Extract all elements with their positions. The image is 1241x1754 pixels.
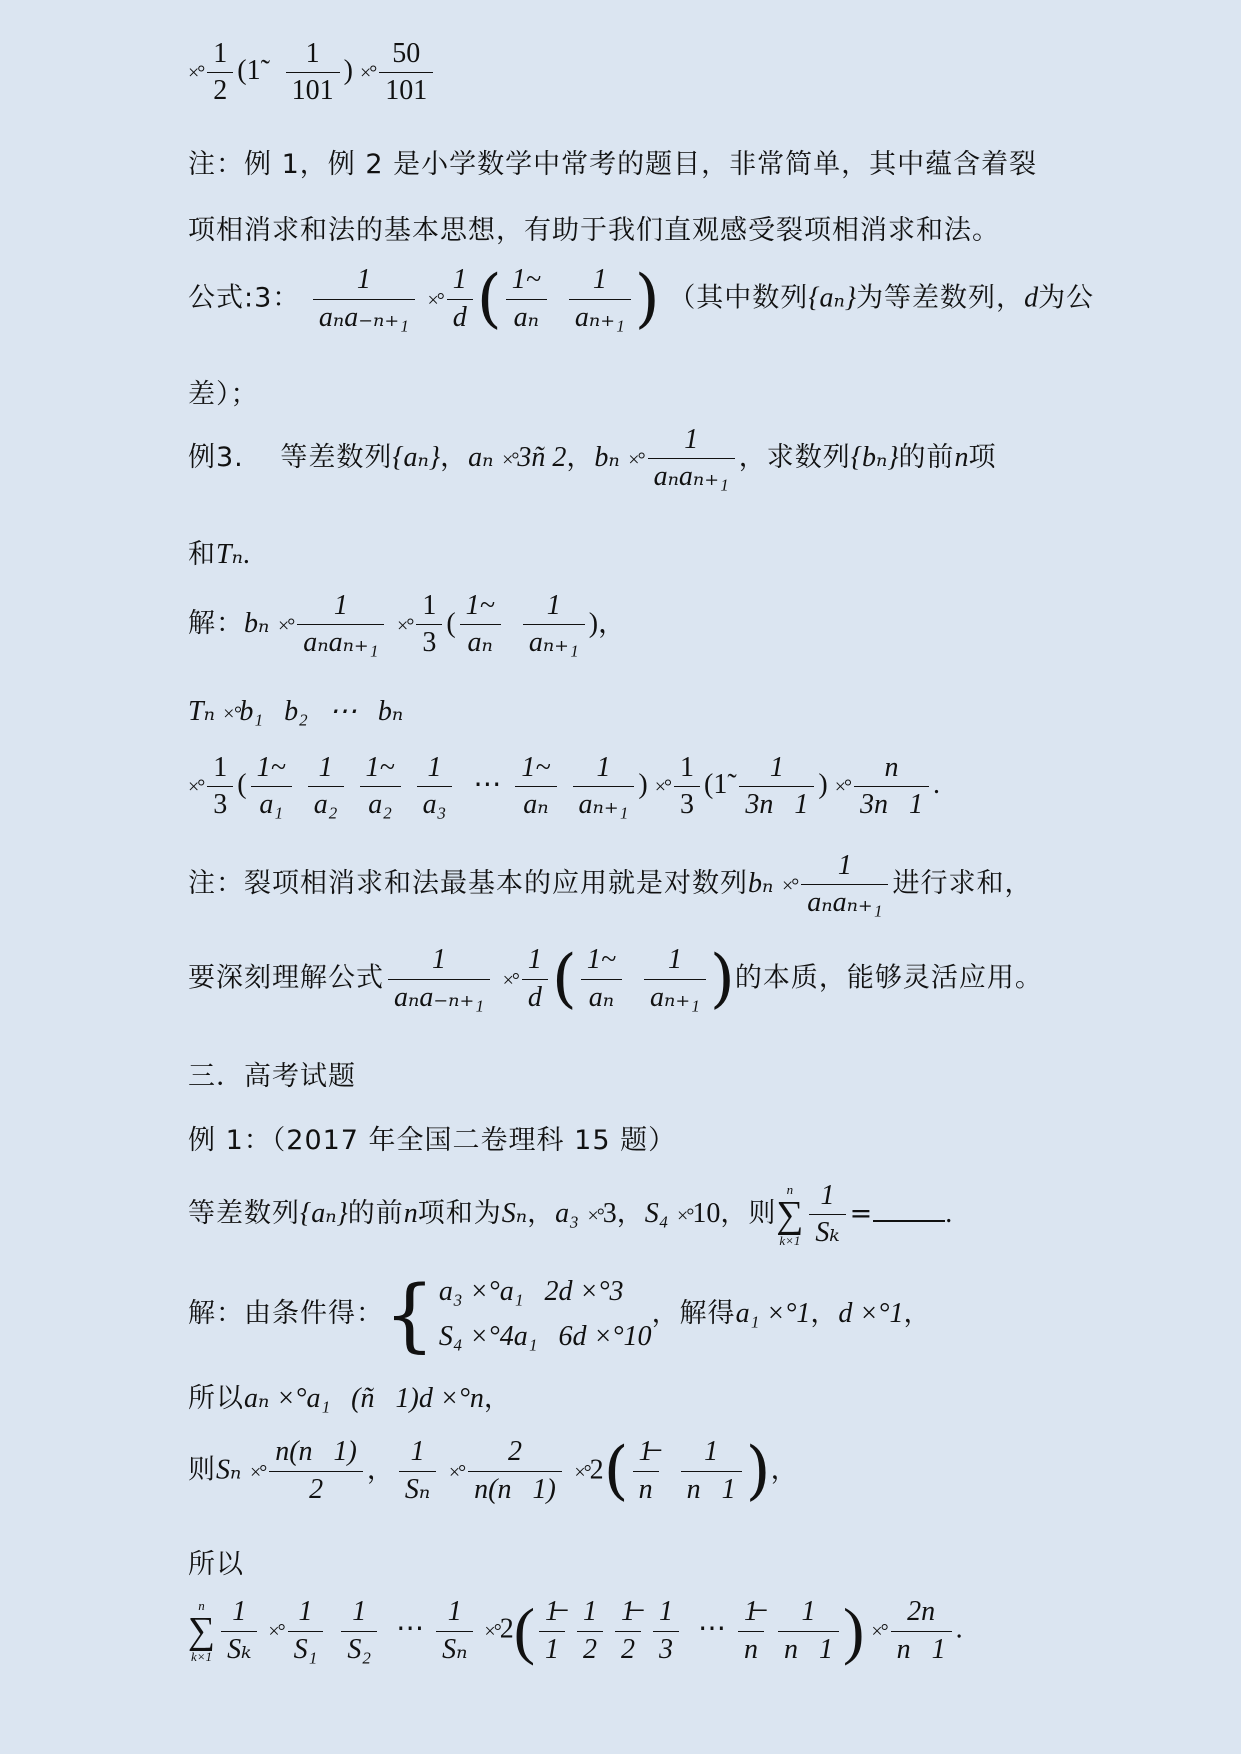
frac-den: 2 (213, 75, 228, 107)
frac-den: n 1 (784, 1633, 834, 1665)
text: ， (440, 442, 469, 474)
frac-den: 2 (583, 1633, 598, 1665)
paren: ( (551, 942, 577, 1016)
text: 所以 (188, 1383, 244, 1414)
var-d: d (1024, 282, 1039, 314)
text: ， (770, 1454, 799, 1486)
example-1-line (188, 1180, 1051, 1249)
fraction (854, 752, 929, 821)
text: 的本质，能够灵活应用。 (734, 962, 1043, 994)
frac-num: 1 (417, 752, 453, 787)
frac-num: 1 (522, 944, 548, 979)
frac-den: a₂ (313, 789, 338, 821)
eq-symbol: ×° (574, 1461, 590, 1484)
paren: )， (588, 608, 627, 640)
ellipsis: ⋯ (473, 769, 502, 801)
term: bₙ (748, 868, 774, 900)
fraction (447, 264, 473, 333)
frac-den: S₁ (293, 1633, 318, 1665)
text: ， (366, 1454, 395, 1486)
text: 为等差数列， (856, 282, 1025, 314)
paren: ) (818, 769, 828, 801)
frac-num: 1 (308, 752, 344, 787)
frac-num: 1 (388, 944, 490, 979)
frac-num: 1 (288, 1596, 324, 1631)
frac-num: 1~ (581, 944, 622, 979)
text: ， (810, 1298, 839, 1329)
text: . (242, 539, 250, 570)
ellipsis: ⋯ (396, 1613, 425, 1645)
fraction (573, 752, 635, 821)
eq-symbol: ×° (654, 776, 671, 799)
fraction (539, 1596, 565, 1665)
frac-den: 2 (309, 1473, 324, 1505)
fraction (207, 752, 233, 821)
value: 10 (692, 1198, 721, 1230)
text: ，求数列 (738, 442, 851, 474)
text: ，解得 (651, 1298, 736, 1329)
text: ，则 (720, 1198, 777, 1230)
fraction (379, 38, 433, 107)
sequence: {aₙ} (300, 1198, 348, 1230)
frac-num: 1~ (515, 752, 556, 787)
eq-symbol: ×° (268, 1620, 284, 1643)
eq-symbol: ×° (834, 776, 850, 799)
frac-num: 1~ (506, 264, 547, 299)
frac-den: n 1 (686, 1473, 736, 1505)
paren: ) (745, 1434, 771, 1508)
frac-den: aₙ (467, 627, 493, 659)
frac-num: n(n 1) (269, 1436, 363, 1471)
text: ， (903, 1298, 932, 1329)
fraction (399, 1436, 436, 1505)
formula-3-line (188, 262, 1095, 336)
equation-result-line (188, 38, 1051, 107)
frac-den: 3 (680, 789, 695, 821)
frac-num: 1 (416, 590, 442, 625)
ellipsis: ⋯ (698, 1613, 727, 1645)
frac-num: 1 (436, 1596, 473, 1631)
frac-den: n 1 (896, 1633, 946, 1665)
text: 项和为 (417, 1198, 502, 1230)
frac-den: aₙ₊₁ (574, 301, 625, 333)
frac-num: 1 (648, 424, 735, 459)
eq-symbol: ×° (427, 289, 443, 312)
fraction (436, 1596, 473, 1665)
paren: ) (343, 55, 353, 87)
paren: ( (237, 769, 247, 801)
frac-den: 3n 1 (745, 789, 809, 821)
paren: ( (446, 608, 456, 640)
frac-den: 2 (621, 1633, 636, 1665)
frac-den: n(n 1) (474, 1473, 556, 1505)
text: ， (483, 1383, 512, 1414)
fraction (577, 1596, 603, 1665)
fraction (739, 752, 814, 821)
frac-num: 1 (207, 752, 233, 787)
text: 的前 (347, 1198, 404, 1230)
eq-symbol: ×° (448, 1461, 465, 1484)
eq-symbol: ×° (397, 615, 413, 638)
fraction (809, 1180, 845, 1249)
eq-symbol: ×° (188, 776, 204, 799)
frac-num: 1 (809, 1180, 845, 1215)
summation: n ∑ k×1 (776, 1181, 804, 1248)
sum-lower: k×1 (779, 1232, 801, 1248)
frac-num: 1̶ (615, 1596, 641, 1631)
example-1-solution-so: 所以 (188, 1549, 244, 1580)
eq-symbol: ×° (587, 1205, 603, 1228)
sum-upper: n (198, 1598, 205, 1613)
frac-den: aₙ₊₁ (650, 981, 700, 1013)
formula-label: 公式:3： (188, 282, 301, 314)
text: ， (527, 1198, 556, 1230)
section-3-heading: 三．高考试题 (188, 1061, 356, 1092)
frac-den: Sₖ (815, 1217, 840, 1249)
frac-den: a₁ (259, 789, 284, 821)
frac-num: 1 (221, 1596, 257, 1631)
frac-den: aₙaₙ₊₁ (303, 627, 379, 659)
eq-symbol: ×° (502, 449, 518, 472)
frac-num: 1 (801, 850, 888, 885)
fraction (681, 1436, 742, 1505)
fraction (674, 752, 700, 821)
term: aₙ (468, 442, 494, 474)
frac-num: 1 (207, 38, 233, 73)
text: ， (566, 442, 595, 474)
frac-num: 1 (739, 752, 814, 787)
fraction (581, 944, 622, 1013)
fraction (653, 1596, 679, 1665)
frac-den: aₙ (523, 789, 549, 821)
equation-system (435, 1270, 652, 1360)
fraction (522, 944, 548, 1013)
frac-den: 3 (659, 1633, 674, 1665)
text: 等差数列 (280, 442, 393, 474)
eq-symbol: ×° (484, 1620, 500, 1643)
solution-line-2 (188, 694, 1051, 728)
frac-num: 1 (523, 590, 585, 625)
fraction (778, 1596, 839, 1665)
frac-num: 1~ (360, 752, 401, 787)
frac-num: 1 (313, 264, 415, 299)
sequence: {aₙ} (808, 282, 857, 314)
text: 要深刻理解公式 (188, 962, 384, 994)
eq-symbol: ×° (781, 875, 798, 898)
text: ， (616, 1198, 645, 1230)
frac-den: aₙa₋ₙ₊₁ (394, 981, 484, 1013)
frac-num: 1̶ (633, 1436, 659, 1471)
frac-num: 1 (297, 590, 384, 625)
text: 则 (188, 1454, 216, 1486)
frac-num: 1~ (460, 590, 501, 625)
frac-num: 1 (577, 1596, 603, 1631)
example-1-solution-line-3 (188, 1434, 1051, 1508)
system-brace: { (384, 1268, 435, 1361)
system-row: a₃ ×°a₁ 2d ×°3 (438, 1275, 624, 1307)
fraction (308, 752, 344, 821)
note-1-line-a: 注：例 1，例 2 是小学数学中常考的题目，非常简单，其中蕴含着裂 (188, 149, 1038, 180)
fraction (313, 264, 415, 333)
fraction (644, 944, 706, 1013)
frac-num: 1 (573, 752, 635, 787)
frac-num: 1 (778, 1596, 839, 1631)
expr: a₁ ×°1 (735, 1298, 811, 1329)
fraction (417, 752, 453, 821)
eq-symbol: ×° (502, 969, 518, 992)
fraction (221, 1596, 257, 1665)
frac-num: 2 (468, 1436, 562, 1471)
value: 2 (499, 1613, 514, 1645)
frac-den: aₙ (588, 981, 615, 1013)
paren: ) (709, 942, 735, 1016)
eq-symbol: ×° (628, 449, 644, 472)
value: 3 (602, 1198, 617, 1230)
summation: n ∑ k×1 (188, 1598, 216, 1664)
frac-num: 1~ (251, 752, 292, 787)
frac-num: 1 (674, 752, 700, 787)
paren: ) (638, 769, 648, 801)
example-1-title: 例 1：（2017 年全国二卷理科 15 题） (188, 1125, 677, 1156)
frac-num: 1 (569, 264, 631, 299)
solution-label: 解： (188, 608, 244, 640)
fraction (738, 1596, 764, 1665)
frac-den: 101 (385, 75, 428, 107)
solution-label: 解：由条件得： (188, 1298, 384, 1329)
frac-den: a₂ (368, 789, 392, 821)
frac-num: 1 (447, 264, 473, 299)
text: （其中数列 (668, 282, 809, 314)
text: 的前 (898, 442, 955, 474)
frac-den: Sₙ (442, 1633, 468, 1665)
frac-den: aₙa₋ₙ₊₁ (318, 301, 409, 333)
eq-symbol: ×° (677, 1205, 693, 1228)
text: . (955, 1613, 963, 1645)
frac-den: aₙaₙ₊₁ (807, 887, 883, 919)
paren: ( (513, 1595, 536, 1666)
frac-den: n (638, 1473, 653, 1505)
answer-blank[interactable] (873, 1196, 945, 1222)
term: bₙ (594, 442, 620, 474)
sum-lower: k×1 (191, 1649, 213, 1664)
sum-upper: n (786, 1181, 794, 1197)
text: 为公 (1038, 282, 1095, 314)
text: 项 (968, 442, 997, 474)
term: 1̃ (246, 55, 261, 87)
frac-den: 3n 1 (859, 789, 923, 821)
eq-symbol: ×° (359, 62, 376, 85)
fraction (207, 38, 233, 107)
fraction (460, 590, 501, 659)
frac-num: n (854, 752, 929, 787)
fraction (648, 424, 735, 493)
text: . (945, 1198, 953, 1230)
paren: (1̃ (704, 769, 728, 801)
frac-den: aₙ₊₁ (528, 627, 579, 659)
term: Tₙ (188, 696, 215, 727)
text: = (849, 1198, 874, 1230)
frac-den: 3 (213, 789, 228, 821)
fraction (515, 752, 556, 821)
fraction (360, 752, 401, 821)
var-n: n (954, 442, 969, 474)
expr: d ×°1 (838, 1298, 904, 1329)
frac-den: n (744, 1633, 759, 1665)
fraction (288, 1596, 324, 1665)
term: S₄ (644, 1198, 669, 1230)
text: 和 (188, 539, 216, 570)
fraction (615, 1596, 641, 1665)
paren: ) (634, 262, 660, 336)
frac-num: 1 (341, 1596, 377, 1631)
frac-num: 1 (399, 1436, 436, 1471)
fraction (633, 1436, 659, 1505)
frac-den: d (452, 301, 467, 333)
sequence: {aₙ} (392, 442, 441, 474)
frac-den: aₙ (513, 301, 539, 333)
frac-num: 1 (681, 1436, 742, 1471)
eq-symbol: ×° (871, 1620, 887, 1643)
example-1-solution-line-1 (188, 1268, 1051, 1361)
term: Tₙ (216, 539, 243, 570)
frac-den: 3 (422, 627, 437, 659)
fraction (286, 38, 340, 107)
frac-den: aₙaₙ₊₁ (653, 461, 729, 493)
frac-den: Sₙ (404, 1473, 431, 1505)
frac-num: 1 (644, 944, 706, 979)
fraction (523, 590, 585, 659)
fraction (269, 1436, 363, 1505)
text: 进行求和， (892, 868, 1033, 900)
eq-symbol: ×° (188, 62, 204, 85)
frac-den: 101 (291, 75, 334, 107)
sequence: {bₙ} (850, 442, 899, 474)
frac-num: 2n (891, 1596, 952, 1631)
frac-den: S₂ (347, 1633, 372, 1665)
frac-num: 1̶ (539, 1596, 565, 1631)
frac-num: 1 (653, 1596, 679, 1631)
paren: ( (237, 55, 247, 87)
note-2-line-a (188, 850, 1051, 919)
paren: ( (603, 1434, 629, 1508)
text: 等差数列 (188, 1198, 300, 1230)
eq-symbol: ×° (249, 1461, 266, 1484)
value: 2 (589, 1454, 604, 1486)
solution-line-3 (188, 752, 1051, 821)
fraction (388, 944, 490, 1013)
paren: ) (843, 1595, 865, 1666)
expr: b₁ b₂ ⋯ bₙ (239, 696, 404, 727)
term: bₙ (244, 608, 270, 640)
fraction (251, 752, 292, 821)
term: Sₙ (501, 1198, 528, 1230)
frac-den: Sₖ (227, 1633, 252, 1665)
example-3-cont (188, 532, 1051, 571)
fraction (416, 590, 442, 659)
example-1-solution-final (188, 1594, 1051, 1668)
note-2-line-b (188, 942, 1051, 1016)
system-row: S₄ ×°4a₁ 6d ×°10 (438, 1320, 652, 1352)
expr: aₙ ×°a₁ (ñ 1)d ×°n (244, 1383, 484, 1414)
fraction (468, 1436, 562, 1505)
frac-num: 1 (286, 38, 340, 73)
formula-3-cont: 差）； (188, 379, 259, 410)
fraction (801, 850, 888, 919)
frac-num: 50 (379, 38, 433, 73)
frac-den: d (527, 981, 542, 1013)
solution-line-1 (188, 590, 1051, 659)
frac-den: a₃ (422, 789, 447, 821)
expr: 3ñ 2 (517, 442, 567, 474)
text: . (932, 769, 940, 801)
frac-den: 1 (545, 1633, 560, 1665)
example-1-solution-line-2 (188, 1376, 1051, 1415)
fraction (341, 1596, 377, 1665)
term: Sₙ (216, 1454, 242, 1486)
fraction (297, 590, 384, 659)
var-n: n (403, 1198, 418, 1230)
example-label: 例3. (188, 442, 244, 474)
paren: ( (476, 262, 502, 336)
fraction (891, 1596, 952, 1665)
text: 注：裂项相消求和法最基本的应用就是对数列 (188, 868, 748, 900)
term: a₃ (555, 1198, 579, 1230)
eq-symbol: ×° (277, 615, 294, 638)
example-3-line (188, 424, 1051, 493)
frac-den: aₙ₊₁ (578, 789, 629, 821)
frac-num: 1̶ (738, 1596, 764, 1631)
eq-symbol: ×° (221, 703, 240, 725)
note-1-line-b: 项相消求和法的基本思想，有助于我们直观感受裂项相消求和法。 (188, 215, 1000, 246)
fraction (506, 264, 547, 333)
fraction (569, 264, 631, 333)
